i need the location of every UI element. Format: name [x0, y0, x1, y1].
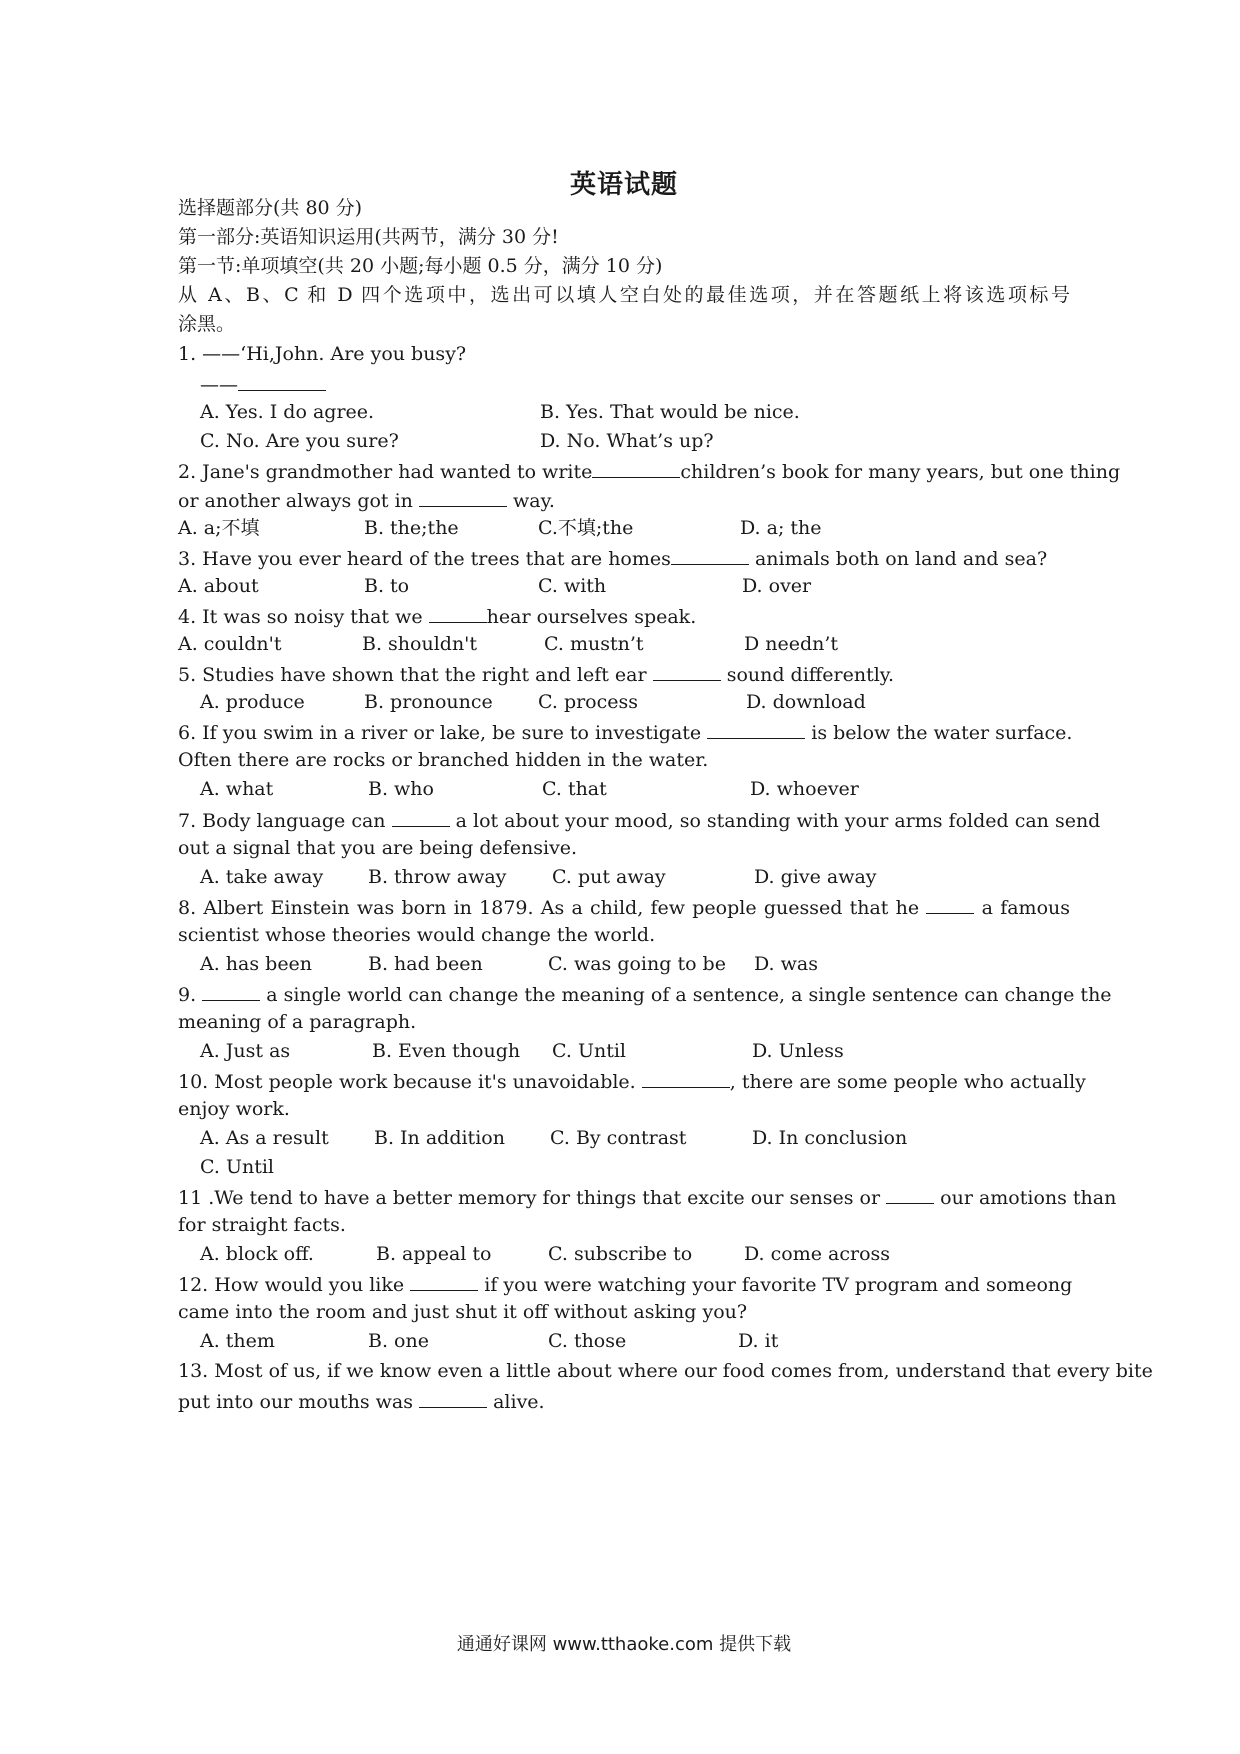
option: A. them — [200, 1330, 275, 1352]
option: D. a; the — [740, 517, 822, 539]
section-one-heading: 第一节:单项填空(共 20 小题;每小题 0.5 分，满分 10 分) — [178, 255, 663, 277]
stem-text: 3. Have you ever heard of the trees that are homes — [178, 548, 671, 570]
stem-text: 2. Jane's grandmother had wanted to write — [178, 461, 593, 483]
question-stem — [178, 1183, 1117, 1211]
stem-text: our amotions than — [940, 1187, 1117, 1209]
answer-blank — [410, 1270, 478, 1291]
option: C. No. Are you sure? — [200, 430, 399, 452]
stem-text: put into our mouths was — [178, 1391, 413, 1413]
option: C. that — [542, 778, 607, 800]
option: B. throw away — [368, 866, 507, 888]
answer-blank — [392, 806, 450, 827]
stem-text: a single world can change the meaning of a sentence, a single sentence can change the — [266, 984, 1112, 1006]
stem-text: alive. — [493, 1391, 545, 1413]
option: C. Until — [552, 1040, 626, 1062]
option: A. take away — [200, 866, 324, 888]
stem-text: 10. Most people work because it's unavoidable. — [178, 1071, 636, 1093]
option: D. give away — [754, 866, 877, 888]
answer-blank — [707, 718, 805, 739]
question-stem — [178, 1067, 1086, 1095]
option: D. come across — [744, 1243, 891, 1265]
question-stem: enjoy work. — [178, 1098, 290, 1120]
option: A. Just as — [200, 1040, 291, 1062]
stem-text: if you were watching your favorite TV program and someong — [484, 1274, 1073, 1296]
option: B. had been — [368, 953, 483, 975]
question-stem — [178, 893, 1070, 921]
option: A. has been — [200, 953, 313, 975]
option: B. one — [368, 1330, 429, 1352]
part-one-heading: 第一部分:英语知识运用(共两节，满分 30 分! — [178, 226, 559, 248]
answer-blank — [886, 1183, 934, 1204]
option: A. couldn't — [178, 633, 282, 655]
question-stem — [178, 486, 1070, 514]
question-stem: for straight facts. — [178, 1214, 346, 1236]
option: C. process — [538, 691, 639, 713]
option: C. put away — [552, 866, 666, 888]
question-stem: scientist whose theories would change the world. — [178, 924, 656, 946]
stem-text: 11 .We tend to have a better memory for things that excite our senses or — [178, 1187, 881, 1209]
stem-text: sound differently. — [726, 664, 895, 686]
option: D. was — [754, 953, 818, 975]
question-stem: 13. Most of us, if we know even a little about where our food comes from, understand that every bite — [178, 1360, 1153, 1382]
stem-text: 9. — [178, 984, 197, 1006]
option: B. In addition — [374, 1127, 505, 1149]
option: B. to — [364, 575, 410, 597]
question-stem — [178, 718, 1073, 746]
option: D. over — [742, 575, 812, 597]
section-total: 选择题部分(共 80 分) — [178, 197, 363, 219]
stem-text: 6. If you swim in a river or lake, be sure to investigate — [178, 722, 702, 744]
question-stem — [178, 806, 1101, 834]
question-stem: 1. ——‘Hi,John. Are you busy? — [178, 343, 467, 365]
question-stem — [178, 544, 1070, 572]
stem-text: 8. Albert Einstein was born in 1879. As a child, few people guessed that he — [178, 897, 920, 919]
option: D. No. What’s up? — [540, 430, 714, 452]
option: D. whoever — [750, 778, 859, 800]
stem-text: a famous — [981, 897, 1071, 919]
option: C.不填;the — [538, 517, 634, 539]
question-stem — [178, 457, 1121, 485]
stem-text: is below the water surface. — [811, 722, 1073, 744]
option: C. subscribe to — [548, 1243, 693, 1265]
dialogue-dash: —— — [200, 374, 238, 396]
answer-blank — [202, 980, 260, 1001]
option: B. who — [368, 778, 434, 800]
option: A. what — [200, 778, 274, 800]
option: C. those — [548, 1330, 627, 1352]
stem-text: 5. Studies have shown that the right and left ear — [178, 664, 647, 686]
option: B. Even though — [372, 1040, 521, 1062]
exam-page — [178, 0, 1153, 1754]
question-stem: out a signal that you are being defensive. — [178, 837, 578, 859]
stem-text: 12. How would you like — [178, 1274, 405, 1296]
page-title: 英语试题 — [569, 170, 678, 200]
instruction-line: 涂黑。 — [178, 313, 236, 335]
stem-text: , there are some people who actually — [729, 1071, 1086, 1093]
option: D. it — [738, 1330, 779, 1352]
option: C. By contrast — [550, 1127, 687, 1149]
answer-blank — [419, 486, 507, 507]
option: D. In conclusion — [752, 1127, 908, 1149]
answer-blank — [429, 602, 487, 623]
stem-text: a lot about your mood, so standing with your arms folded can send — [455, 810, 1101, 832]
option: C. was going to be — [548, 953, 726, 975]
answer-blank — [653, 660, 721, 681]
question-stem — [178, 1270, 1073, 1298]
option: A. Yes. I do agree. — [200, 401, 375, 423]
option: A. As a result — [200, 1127, 329, 1149]
answer-blank — [238, 370, 326, 391]
option: C. mustn’t — [544, 633, 644, 655]
option: C. Until — [200, 1156, 274, 1178]
question-stem — [200, 370, 1070, 398]
question-stem: Often there are rocks or branched hidden in the water. — [178, 749, 709, 771]
answer-blank — [592, 457, 680, 478]
answer-blank — [926, 893, 974, 914]
option: B. the;the — [364, 517, 459, 539]
option: B. appeal to — [376, 1243, 492, 1265]
option: D. Unless — [752, 1040, 844, 1062]
answer-blank — [671, 544, 749, 565]
question-stem: came into the room and just shut it off without asking you? — [178, 1301, 748, 1323]
stem-text: 4. It was so noisy that we — [178, 606, 423, 628]
stem-text: way. — [513, 490, 555, 512]
option: B. shouldn't — [362, 633, 478, 655]
question-stem — [178, 602, 1070, 630]
page-footer: 通通好课网 www.tthaoke.com 提供下载 — [456, 1634, 792, 1655]
option: C. with — [538, 575, 607, 597]
option: A. block off. — [200, 1243, 314, 1265]
stem-text: animals both on land and sea? — [754, 548, 1048, 570]
answer-blank — [419, 1387, 487, 1408]
option: B. Yes. That would be nice. — [540, 401, 800, 423]
option: A. a;不填 — [178, 517, 260, 539]
stem-text: hear ourselves speak. — [486, 606, 697, 628]
question-stem — [178, 1387, 1070, 1415]
option: A. produce — [200, 691, 305, 713]
option: D. download — [746, 691, 866, 713]
option: A. about — [178, 575, 259, 597]
instruction-line: 从 A、B、C 和 D 四个选项中，选出可以填人空白处的最佳选项，并在答题纸上将该选项标号 — [178, 284, 1070, 306]
question-stem — [178, 980, 1112, 1008]
question-stem — [178, 660, 1070, 688]
stem-text: children’s book for many years, but one thing — [680, 461, 1121, 483]
stem-text: 7. Body language can — [178, 810, 386, 832]
stem-text: or another always got in — [178, 490, 413, 512]
answer-blank — [642, 1067, 730, 1088]
option: B. pronounce — [364, 691, 493, 713]
question-stem: meaning of a paragraph. — [178, 1011, 417, 1033]
option: D needn’t — [744, 633, 839, 655]
